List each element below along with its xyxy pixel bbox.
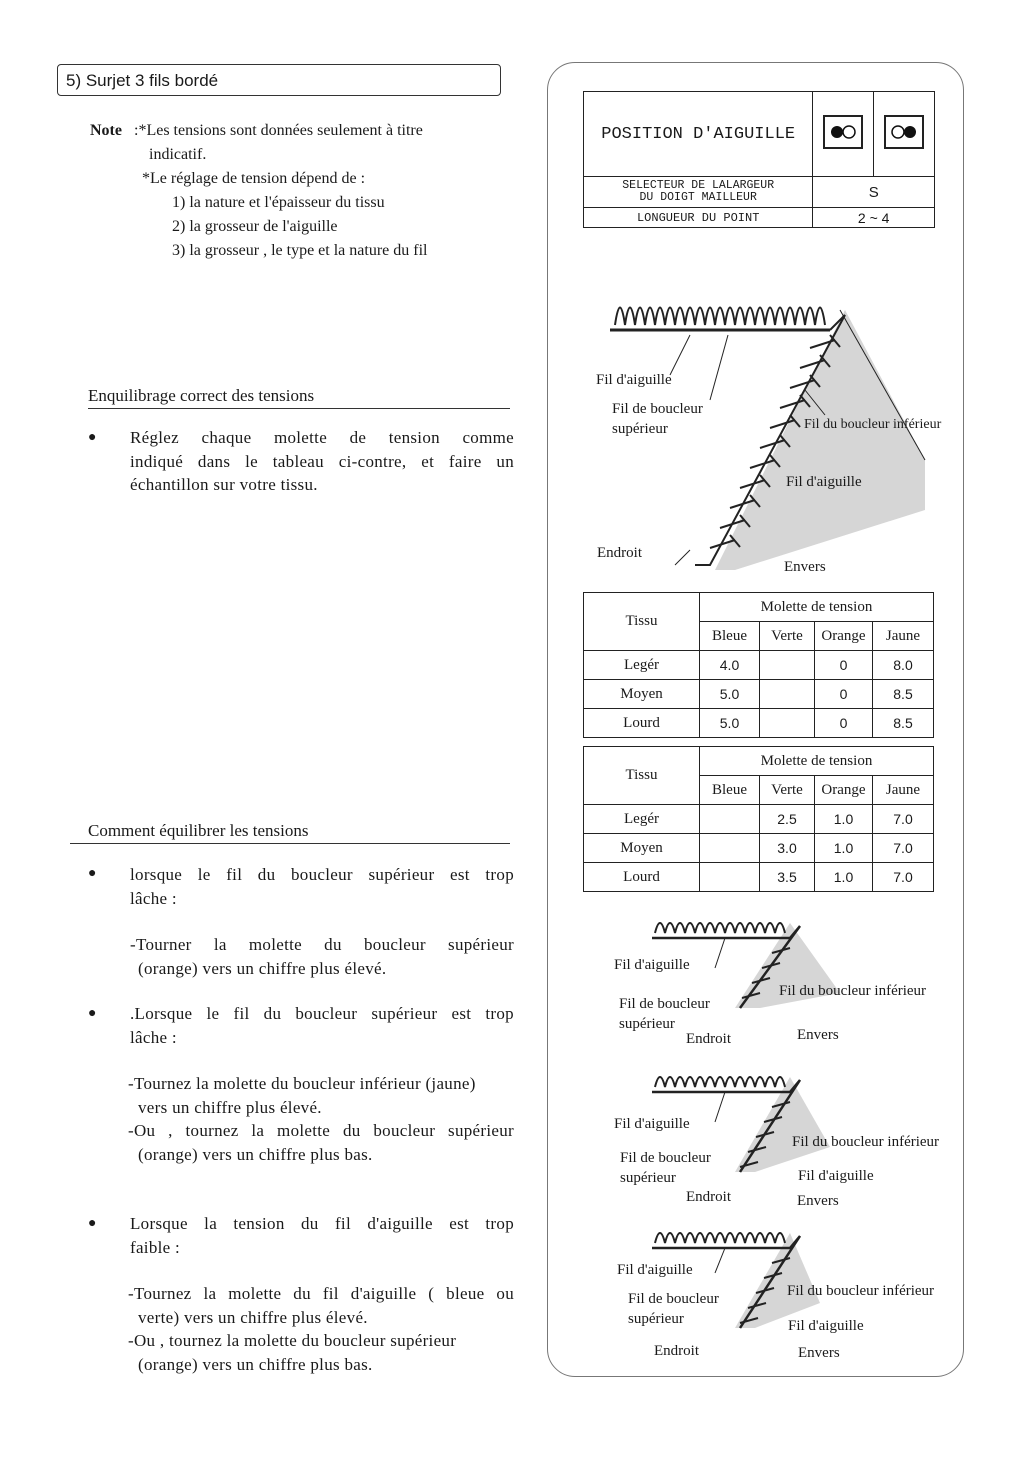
- small2-upper-label-1: Fil de boucleur: [620, 1150, 711, 1166]
- fabric-underside: [715, 310, 925, 570]
- table-row: [584, 834, 934, 863]
- small3-needle-label-2: Fil d'aiguille: [788, 1318, 864, 1334]
- width-selector-label-2: DU DOIGT MAILLEUR: [639, 191, 757, 204]
- table2-tissu-header: Tissu: [584, 747, 700, 805]
- table2-cell: 3.5: [760, 863, 815, 892]
- leader-needle: [715, 1092, 725, 1122]
- note-item-2: 2) la grosseur de l'aiguille: [172, 218, 338, 235]
- case-2-action-2: vers un chiffre plus élevé.: [138, 1097, 322, 1117]
- small2-back-label: Envers: [797, 1193, 839, 1209]
- bullet-dot: ●: [88, 866, 97, 881]
- small2-upper-label-2: supérieur: [620, 1170, 676, 1186]
- note-line-2: indicatif.: [149, 146, 207, 163]
- table1-col-jaune: Jaune: [873, 622, 934, 651]
- correct-balance-text: [130, 426, 514, 497]
- table2-row-name: Legér: [584, 805, 700, 834]
- note-item-1: 1) la nature et l'épaisseur du tissu: [172, 194, 385, 211]
- needle-position-table: [583, 91, 935, 228]
- small2-needle-label-2: Fil d'aiguille: [798, 1168, 874, 1184]
- main-needle-label: Fil d'aiguille: [596, 372, 672, 388]
- note-line-1: :*Les tensions sont données seulement à titre: [134, 122, 423, 139]
- tension-table-2: [583, 746, 934, 892]
- small2-lower-label: Fil du boucleur inférieur: [792, 1134, 940, 1150]
- case-2-line-2: lâche :: [130, 1027, 177, 1047]
- case-3-action-1: -Tournez la molette du fil d'aiguille ( bleue ou: [128, 1284, 514, 1303]
- table1-tissu-header: Tissu: [584, 593, 700, 651]
- case-3-action-4: (orange) vers un chiffre plus bas.: [138, 1354, 373, 1374]
- needle-left-icon: [813, 92, 874, 177]
- table1-cell: 5.0: [700, 709, 760, 738]
- table2-cell: 1.0: [815, 834, 873, 863]
- case-2-text: [130, 1002, 514, 1049]
- correct-line-1: Réglez chaque molette de tension comme: [130, 428, 514, 447]
- table1-cell: [760, 709, 815, 738]
- tension-table-1: [583, 592, 934, 738]
- main-back-label: Envers: [784, 559, 826, 575]
- table2-cell: [700, 863, 760, 892]
- table2-group-header: Molette de tension: [700, 747, 934, 776]
- table2-cell: 2.5: [760, 805, 815, 834]
- case-1-line-1: lorsque le fil du boucleur supérieur est trop: [130, 865, 514, 884]
- case-2-action-4: (orange) vers un chiffre plus bas.: [138, 1144, 373, 1164]
- table2-col-orange: Orange: [815, 776, 873, 805]
- small3-upper-label-2: supérieur: [628, 1311, 684, 1327]
- case-3-line-1: Lorsque la tension du fil d'aiguille est trop: [130, 1214, 514, 1233]
- table-row: [584, 680, 934, 709]
- table-row: [584, 709, 934, 738]
- case-1-line-2: lâche :: [130, 888, 177, 908]
- correct-balance-title: Enquilibrage correct des tensions: [88, 386, 510, 409]
- case-2-line-1: .Lorsque le fil du boucleur supérieur est trop: [130, 1004, 514, 1023]
- table1-cell: 0: [815, 680, 873, 709]
- table1-col-orange: Orange: [815, 622, 873, 651]
- arrow-line: [675, 550, 690, 565]
- main-front-label: Endroit: [597, 545, 642, 561]
- leader-upper: [710, 335, 728, 400]
- leader-needle: [715, 1248, 725, 1273]
- table2-cell: 7.0: [873, 834, 934, 863]
- small3-needle-label: Fil d'aiguille: [617, 1262, 693, 1278]
- case-2-action-1: -Tournez la molette du boucleur inférieur (jaune): [128, 1074, 476, 1093]
- small1-needle-label: Fil d'aiguille: [614, 957, 690, 973]
- leader-needle: [715, 938, 725, 968]
- stitch-length-value: 2 ~ 4: [813, 208, 935, 228]
- table1-cell: 0: [815, 709, 873, 738]
- case-3-line-2: faible :: [130, 1237, 181, 1257]
- table2-cell: 3.0: [760, 834, 815, 863]
- case-3-action-3: -Ou , tournez la molette du boucleur supérieur: [128, 1331, 457, 1350]
- table2-cell: 7.0: [873, 863, 934, 892]
- main-lower-label: Fil du boucleur inférieur: [804, 417, 942, 432]
- width-selector-label-1: SELECTEUR DE LALARGEUR: [622, 179, 775, 192]
- needle-position-header: POSITION D'AIGUILLE: [584, 92, 813, 177]
- case-2-action: [128, 1072, 514, 1166]
- table1-row-name: Legér: [584, 651, 700, 680]
- small1-lower-label: Fil du boucleur inférieur: [779, 983, 927, 999]
- case-3-action-2: verte) vers un chiffre plus élevé.: [138, 1307, 368, 1327]
- small3-upper-label-1: Fil de boucleur: [628, 1291, 719, 1307]
- case-1-action-2: (orange) vers un chiffre plus élevé.: [138, 958, 387, 978]
- small1-upper-label-2: supérieur: [619, 1016, 675, 1032]
- table1-cell: 8.0: [873, 651, 934, 680]
- small2-needle-label: Fil d'aiguille: [614, 1116, 690, 1132]
- correct-line-3: échantillon sur votre tissu.: [130, 475, 318, 494]
- table1-row-name: Moyen: [584, 680, 700, 709]
- needle-stitch-row: [615, 308, 825, 326]
- small1-upper-label-1: Fil de boucleur: [619, 996, 710, 1012]
- table2-col-verte: Verte: [760, 776, 815, 805]
- needle-right-icon: [874, 92, 935, 177]
- needle-stitch-row: [655, 1233, 785, 1243]
- note-item-3: 3) la grosseur , le type et la nature du fil: [172, 242, 428, 259]
- table-row: [584, 651, 934, 680]
- table1-col-bleue: Bleue: [700, 622, 760, 651]
- small1-front-label: Endroit: [686, 1031, 731, 1047]
- case-2-action-3: -Ou , tournez la molette du boucleur supérieur: [128, 1121, 514, 1140]
- main-needle-label-2: Fil d'aiguille: [786, 474, 862, 490]
- table2-cell: 1.0: [815, 805, 873, 834]
- table1-cell: 8.5: [873, 680, 934, 709]
- note-line-3: *Le réglage de tension dépend de :: [142, 170, 366, 187]
- small3-front-label: Endroit: [654, 1343, 699, 1359]
- case-1-action: [130, 933, 514, 980]
- table2-row-name: Moyen: [584, 834, 700, 863]
- leader-needle: [670, 335, 690, 375]
- bullet-dot: ●: [88, 1216, 97, 1231]
- stitch-length-label: LONGUEUR DU POINT: [584, 208, 813, 228]
- table2-cell: 1.0: [815, 863, 873, 892]
- main-upper-label-2: supérieur: [612, 421, 668, 437]
- table2-cell: [700, 805, 760, 834]
- table1-cell: 8.5: [873, 709, 934, 738]
- width-selector-label: [584, 177, 813, 208]
- table1-col-verte: Verte: [760, 622, 815, 651]
- table2-row-name: Lourd: [584, 863, 700, 892]
- table1-cell: 0: [815, 651, 873, 680]
- table1-cell: 5.0: [700, 680, 760, 709]
- section-title: 5) Surjet 3 fils bordé: [57, 64, 501, 96]
- case-1-action-1: -Tourner la molette du boucleur supérieur: [130, 935, 514, 954]
- case-3-text: [130, 1212, 514, 1259]
- small1-back-label: Envers: [797, 1027, 839, 1043]
- table-row: [584, 863, 934, 892]
- width-selector-value: S: [813, 177, 935, 208]
- table1-cell: [760, 680, 815, 709]
- case-3-action: [128, 1282, 514, 1376]
- correct-line-2: indiqué dans le tableau ci-contre, et faire un: [130, 451, 514, 471]
- small3-back-label: Envers: [798, 1345, 840, 1361]
- needle-stitch-row: [655, 923, 785, 933]
- table2-col-jaune: Jaune: [873, 776, 934, 805]
- how-to-balance-title: Comment équilibrer les tensions: [70, 821, 510, 844]
- table2-cell: 7.0: [873, 805, 934, 834]
- table2-col-bleue: Bleue: [700, 776, 760, 805]
- table2-cell: [700, 834, 760, 863]
- main-upper-label-1: Fil de boucleur: [612, 401, 703, 417]
- table1-row-name: Lourd: [584, 709, 700, 738]
- small3-lower-label: Fil du boucleur inférieur: [787, 1283, 935, 1299]
- bullet-dot: ●: [88, 1006, 97, 1021]
- table1-cell: [760, 651, 815, 680]
- bullet-dot: ●: [88, 430, 97, 445]
- needle-stitch-row: [655, 1077, 785, 1087]
- small2-front-label: Endroit: [686, 1189, 731, 1205]
- table1-group-header: Molette de tension: [700, 593, 934, 622]
- table1-cell: 4.0: [700, 651, 760, 680]
- case-1-text: [130, 863, 514, 910]
- note-label: Note: [90, 122, 122, 139]
- table-row: [584, 805, 934, 834]
